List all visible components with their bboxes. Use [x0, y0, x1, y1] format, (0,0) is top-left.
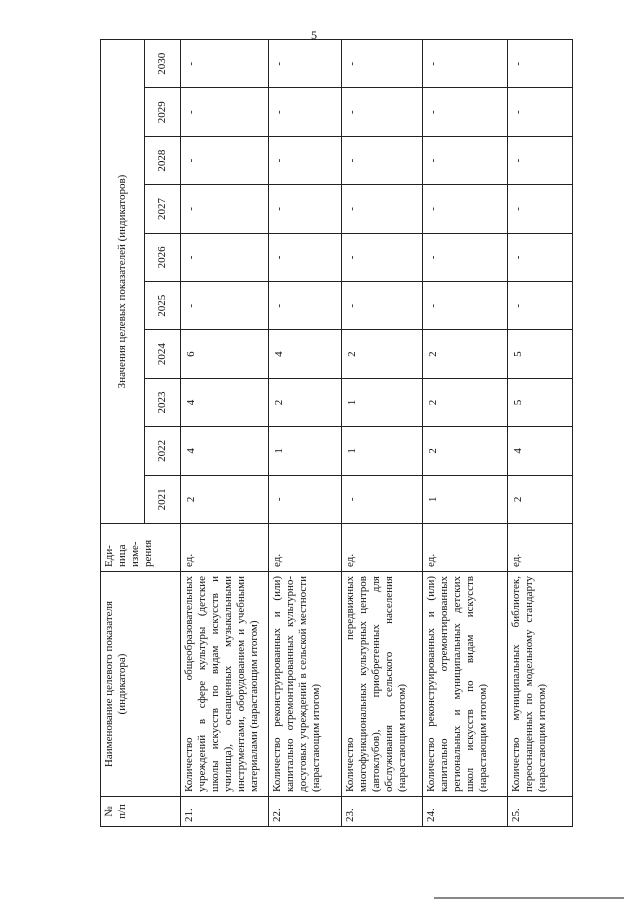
indicator-value: 6: [181, 330, 269, 378]
indicator-value: -: [423, 233, 508, 281]
indicator-value: 4: [508, 427, 573, 475]
indicator-value: 5: [508, 378, 573, 426]
indicator-value: -: [181, 233, 269, 281]
indicator-name: Количество передвижных многофункциональных культурных центров (автоклубов), приобретенных для обслуживания сельского населения (нарастающим итогом): [342, 572, 423, 797]
indicator-value: -: [181, 282, 269, 330]
header-year: 2030: [145, 40, 181, 88]
footer-rule: [434, 897, 624, 899]
indicator-value: -: [508, 40, 573, 88]
header-number: № п/п: [101, 797, 181, 827]
indicator-value: -: [181, 88, 269, 136]
indicator-value: 4: [269, 330, 342, 378]
row-number: 25.: [508, 797, 573, 827]
unit-of-measure: ед.: [269, 524, 342, 572]
header-year: 2022: [145, 427, 181, 475]
indicator-value: -: [508, 282, 573, 330]
row-number: 24.: [423, 797, 508, 827]
indicator-value: 5: [508, 330, 573, 378]
indicator-value: -: [342, 233, 423, 281]
unit-of-measure: ед.: [423, 524, 508, 572]
header-indicator-name: Наименование целевого показателя (индикатора): [101, 572, 181, 797]
indicator-value: -: [269, 88, 342, 136]
indicator-table: [100, 39, 573, 827]
indicator-value: -: [342, 282, 423, 330]
table-row: [342, 40, 423, 827]
indicator-value: -: [269, 40, 342, 88]
indicator-value: 2: [508, 475, 573, 523]
table-row: [181, 40, 269, 827]
indicator-value: 2: [181, 475, 269, 523]
header-year: 2027: [145, 185, 181, 233]
indicator-value: -: [508, 88, 573, 136]
indicator-value: -: [269, 233, 342, 281]
indicator-value: -: [508, 136, 573, 184]
header-year: 2025: [145, 282, 181, 330]
indicator-value: 1: [269, 427, 342, 475]
indicator-value: -: [181, 40, 269, 88]
unit-of-measure: ед.: [342, 524, 423, 572]
indicator-name: Количество муниципальных библиотек, переоснащенных по модельному стандарту (нарастающим итогом): [508, 572, 573, 797]
indicator-value: -: [342, 136, 423, 184]
indicator-value: 2: [423, 330, 508, 378]
indicator-value: 1: [342, 378, 423, 426]
unit-of-measure: ед.: [181, 524, 269, 572]
page-number: 5: [311, 28, 317, 42]
indicator-value: -: [423, 282, 508, 330]
header-year: 2024: [145, 330, 181, 378]
indicator-value: -: [423, 136, 508, 184]
unit-of-measure: ед.: [508, 524, 573, 572]
indicator-name: Количество реконструированных и (или) капитально отремонтированных культурно-досуговых учреждений в сельской местности (нарастающим итогом): [269, 572, 342, 797]
indicator-value: -: [181, 185, 269, 233]
indicator-value: -: [269, 282, 342, 330]
row-number: 22.: [269, 797, 342, 827]
indicator-value: 2: [269, 378, 342, 426]
indicator-value: -: [423, 88, 508, 136]
table-row: [269, 40, 342, 827]
rotated-indicator-table: [100, 39, 573, 827]
table-row: [508, 40, 573, 827]
table-row: [423, 40, 508, 827]
indicator-value: -: [181, 136, 269, 184]
indicator-value: 2: [342, 330, 423, 378]
indicator-value: -: [269, 185, 342, 233]
header-year: 2023: [145, 378, 181, 426]
header-year: 2029: [145, 88, 181, 136]
indicator-value: -: [269, 475, 342, 523]
indicator-value: 2: [423, 378, 508, 426]
indicator-value: -: [342, 40, 423, 88]
indicator-value: -: [423, 185, 508, 233]
indicator-value: 1: [423, 475, 508, 523]
header-values-group: Значения целевых показателей (индикаторов): [101, 40, 145, 524]
header-year: 2021: [145, 475, 181, 523]
indicator-value: -: [508, 233, 573, 281]
indicator-value: 4: [181, 378, 269, 426]
indicator-value: 1: [342, 427, 423, 475]
header-year: 2026: [145, 233, 181, 281]
indicator-value: -: [342, 88, 423, 136]
row-number: 23.: [342, 797, 423, 827]
indicator-value: -: [342, 475, 423, 523]
indicator-name: Количество общеобразовательных учреждений в сфере культуры (детские школы искусств по видам искусств и училища), оснащенных музыкальными инструментами, оборудованием и учебными материалами (нарастающим итогом): [181, 572, 269, 797]
indicator-value: 4: [181, 427, 269, 475]
indicator-value: -: [508, 185, 573, 233]
indicator-value: 2: [423, 427, 508, 475]
indicator-value: -: [342, 185, 423, 233]
indicator-name: Количество реконструированных и (или) капитально отремонтированных региональных и муниципальных детских школ искусств по видам искусств (нарастающим итогом): [423, 572, 508, 797]
indicator-value: -: [423, 40, 508, 88]
indicator-value: -: [269, 136, 342, 184]
row-number: 21.: [181, 797, 269, 827]
header-unit: Еди- ница изме- рения: [101, 524, 181, 572]
header-year: 2028: [145, 136, 181, 184]
